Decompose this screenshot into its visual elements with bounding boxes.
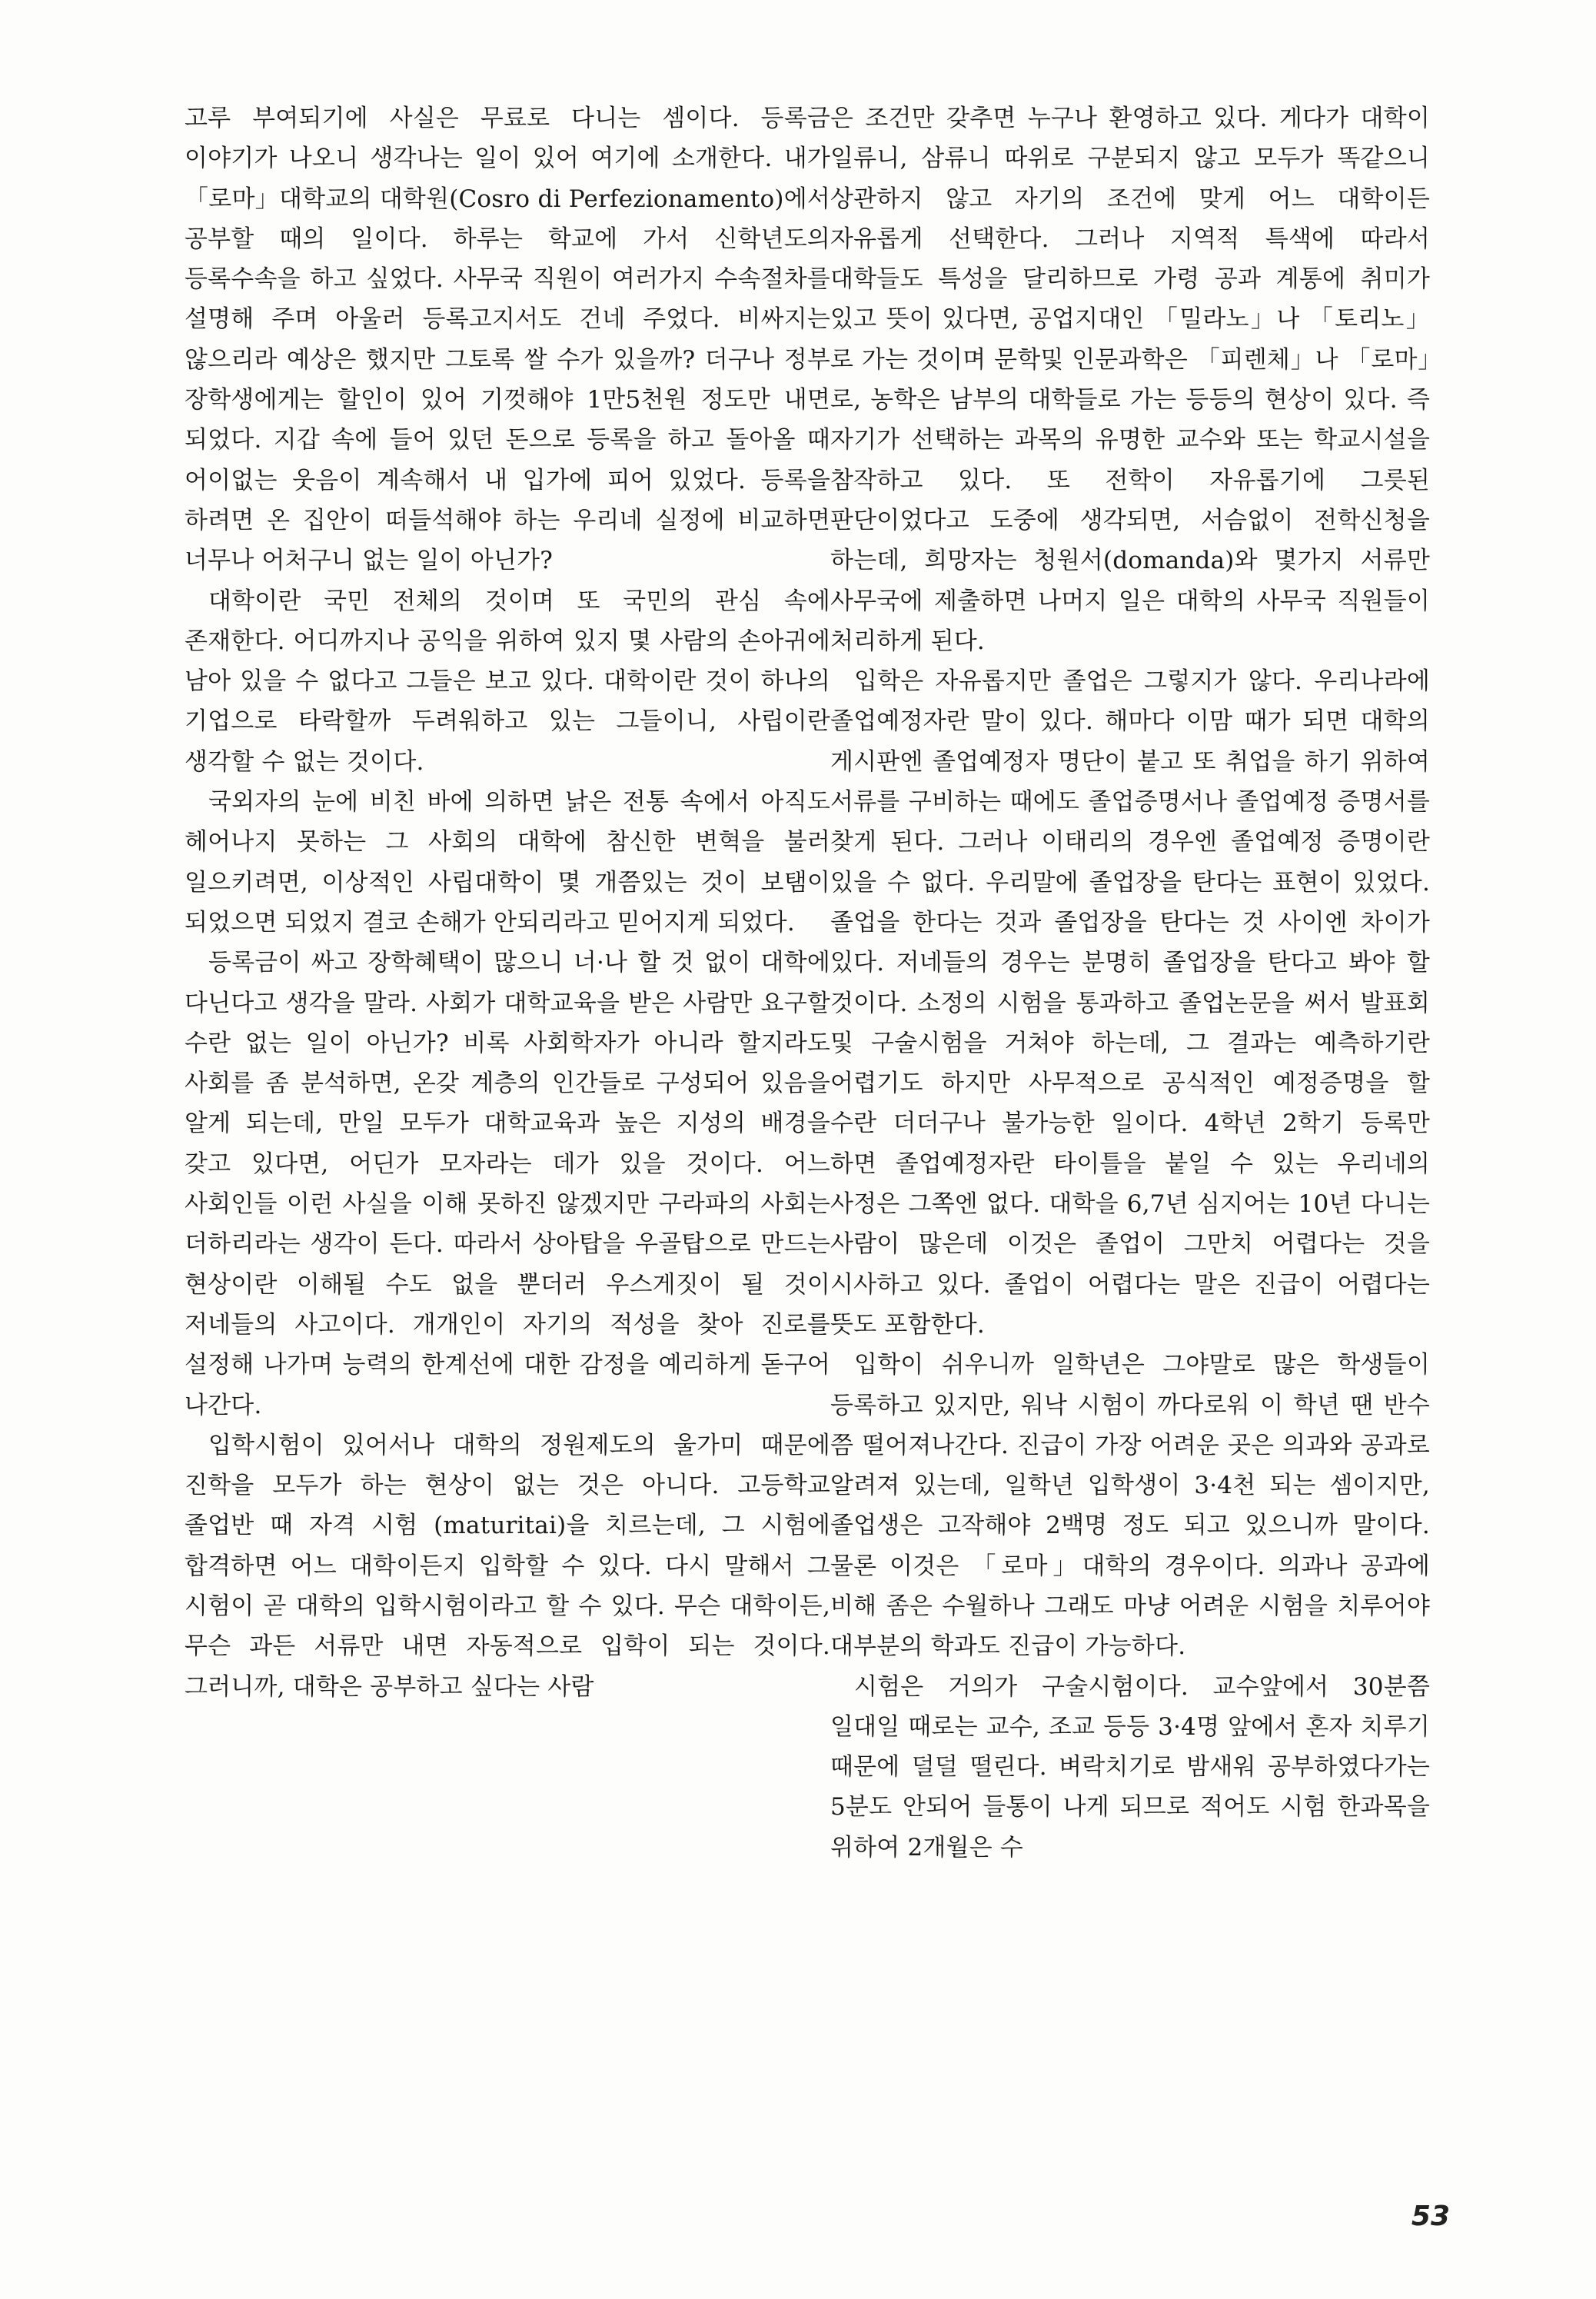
right-paragraph-4: 시험은 거의가 구술시험이다. 교수앞에서 30분쯤 일대일 때로는 교수, 조교 등등 3·4명 앞에서 혼자 치루기 때문에 덜덜 떨린다. 벼락치기로 밤새워 공부하였다가는 5분도 안되어 들통이 나게 되므로 적어도 시험 한과목을 위하여 2개월은 수 <box>830 1672 1430 1861</box>
right-paragraph-3: 입학이 쉬우니까 일학년은 그야말로 많은 학생들이 등록하고 있지만, 워낙 시험이 까다로워 이 학년 땐 반수 쯤 떨어져나간다. 진급이 가장 어려운 곳은 의과와 공과로 알려져 있는데, 일학년 입학생이 3·4천 되는 셈이지만, 졸업생은 고작해야 2백명 정도 되고 있으니까 말이다. 물론 이것은 「로마」대학의 경우이다. 의과나 공과에 비해 좀은 수월하나 그래도 마냥 어려운 시험을 치루어야 대부분의 학과도 진급이 가능하다. <box>830 1351 1430 1661</box>
right-text-column <box>830 98 1430 1868</box>
left-paragraph-5: 입학시험이 있어서나 대학의 정원제도의 울가미 때문에 진학을 모두가 하는 현상이 없는 것은 아니다. 고등학교 졸업반 때 자격 시험 (maturitai)을 치르는데, 그 시험에 합격하면 어느 대학이든지 입학할 수 있다. 다시 말해서 그 시험이 곧 대학의 입학시험이라고 할 수 있다. 무슨 대학이든, 무슨 과든 서류만 내면 자동적으로 입학이 되는 것이다. 그러니까, 대학은 공부하고 싶다는 사람 <box>185 1431 830 1701</box>
right-paragraph-2: 입학은 자유롭지만 졸업은 그렇지가 않다. 우리나라에 졸업예정자란 말이 있다. 해마다 이맘 때가 되면 대학의 게시판엔 졸업예정자 명단이 붙고 또 취업을 하기 위하여 서류를 구비하는 때에도 졸업증명서나 졸업예정 증명서를 찾게 된다. 그러나 이태리의 경우엔 졸업예정 증명이란 있을 수 없다. 우리말에 졸업장을 탄다는 표현이 있었다. 졸업을 한다는 것과 졸업장을 탄다는 것 사이엔 차이가 있다. 저네들의 경우는 분명히 졸업장을 탄다고 봐야 할 것이다. 소정의 시험을 통과하고 졸업논문을 써서 발표회 및 구술시험을 거쳐야 하는데, 그 결과는 예측하기란 어렵기도 하지만 사무적으로 공식적인 예정증명을 할 수란 더더구나 불가능한 일이다. 4학년 2학기 등록만 하면 졸업예정자란 타이틀을 붙일 수 있는 우리네의 사정은 그쪽엔 없다. 대학을 6,7년 심지어는 10년 다니는 사람이 많은데 이것은 졸업이 그만치 어렵다는 것을 시사하고 있다. 졸업이 어렵다는 말은 진급이 어렵다는 뜻도 포함한다. <box>830 667 1430 1339</box>
page-number: 53 <box>1411 2201 1450 2232</box>
left-paragraph-3: 국외자의 눈에 비친 바에 의하면 낡은 전통 속에서 아직도 헤어나지 못하는 그 사회의 대학에 참신한 변혁을 불러 일으키려면, 이상적인 사립대학이 몇 개쯤있는 것이 보탬이 되었으면 되었지 결코 손해가 안되리라고 믿어지게 되었다. <box>185 788 830 937</box>
right-paragraph-1: 은 조건만 갖추면 누구나 환영하고 있다. 게다가 대학이 일류니, 삼류니 따위로 구분되지 않고 모두가 똑같으니 상관하지 않고 자기의 조건에 맞게 어느 대학이든 자유롭게 선택한다. 그러나 지역적 특색에 따라서 대학들도 특성을 달리하므로 가령 공과 계통에 취미가 있고 뜻이 있다면, 공업지대인 「밀라노」나 「토리노」로 가는 것이며 문학및 인문과학은 「피렌체」나 「로마」로, 농학은 남부의 대학들로 가는 등등의 현상이 있다. 즉 자기가 선택하는 과목의 유명한 교수와 또는 학교시설을 참작하고 있다. 또 전학이 자유롭기에 그릇된 판단이었다고 도중에 생각되면, 서슴없이 전학신청을 하는데, 희망자는 청원서(domanda)와 몇가지 서류만 사무국에 제출하면 나머지 일은 대학의 사무국 직원들이 처리하게 된다. <box>830 105 1430 655</box>
left-paragraph-2: 대학이란 국민 전체의 것이며 또 국민의 관심 속에 존재한다. 어디까지나 공익을 위하여 있지 몇 사람의 손아귀에 남아 있을 수 없다고 그들은 보고 있다. 대학이란 것이 하나의 기업으로 타락할까 두려워하고 있는 그들이니, 사립이란 생각할 수 없는 것이다. <box>185 587 830 776</box>
left-paragraph-4: 등록금이 싸고 장학혜택이 많으니 너·나 할 것 없이 대학에 다닌다고 생각을 말라. 사회가 대학교육을 받은 사람만 요구할 수란 없는 일이 아닌가? 비록 사회학자가 아니라 할지라도 사회를 좀 분석하면, 온갖 계층의 인간들로 구성되어 있음을 알게 되는데, 만일 모두가 대학교육과 높은 지성의 배경을 갖고 있다면, 어딘가 모자라는 데가 있을 것이다. 어느 사회인들 이런 사실을 이해 못하진 않겠지만 구라파의 사회는 더하리라는 생각이 든다. 따라서 상아탑을 우골탑으로 만드는 현상이란 이해될 수도 없을 뿐더러 우스게짓이 될 것이 저네들의 사고이다. 개개인이 자기의 적성을 찾아 진로를 설정해 나가며 능력의 한계선에 대한 감정을 예리하게 돋구어 나간다. <box>185 949 830 1419</box>
left-paragraph-1: 고루 부여되기에 사실은 무료로 다니는 셈이다. 등록금 이야기가 나오니 생각나는 일이 있어 여기에 소개한다. 내가 「로마」대학교의 대학원(Cosro di Perfezionamento)에서 공부할 때의 일이다. 하루는 학교에 가서 신학년도의 등록수속을 하고 싶었다. 사무국 직원이 여러가지 수속절차를 설명해 주며 아울러 등록고지서도 건네 주었다. 비싸지는 않으리라 예상은 했지만 그토록 쌀 수가 있을까? 더구나 정부 장학생에게는 할인이 있어 기껏해야 1만5천원 정도만 내면 되었다. 지갑 속에 들어 있던 돈으로 등록을 하고 돌아올 때 어이없는 웃음이 계속해서 내 입가에 피어 있었다. 등록을 하려면 온 집안이 떠들석해야 하는 우리네 실정에 비교하면 너무나 어처구니 없는 일이 아닌가? <box>185 105 830 575</box>
left-text-column <box>185 98 830 1707</box>
